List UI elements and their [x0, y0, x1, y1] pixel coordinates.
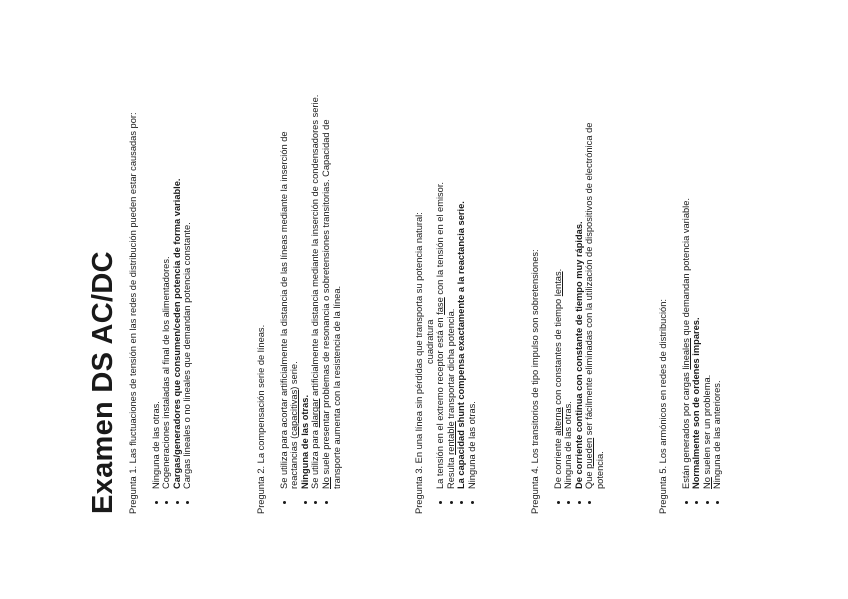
option-text: ) serie.: [289, 361, 300, 390]
option-text: transportar dicha potencia.: [445, 308, 456, 422]
page-title: Examen DS AC/DC: [87, 251, 119, 514]
option-underlined-text: lentas: [552, 271, 563, 297]
option-item-correct: [172, 84, 183, 514]
option-text: Ninguna de las otras.: [150, 401, 161, 489]
option-list: [553, 84, 606, 514]
option-underlined-text: alterna: [552, 407, 563, 436]
question-5: [658, 84, 723, 514]
option-text: Cogeneraciones instaladas al final de los alimentadores.: [161, 256, 172, 489]
option-item: [182, 84, 193, 514]
option-text: Están generados por cargas: [680, 369, 691, 489]
option-text: De corriente continua con constante de tiempo muy rápidas.: [573, 221, 584, 489]
option-text: que demandan potencia variable.: [680, 198, 691, 339]
option-underlined-text: alargar: [310, 398, 321, 428]
option-item: [321, 84, 342, 514]
option-text: ser fácilmente eliminadas con la utilización de dispositivos de electrónica de potencia.: [584, 122, 605, 489]
option-item: [681, 84, 692, 514]
option-item: [446, 84, 457, 514]
option-list: [151, 84, 193, 514]
option-text: Ninguna de las otras.: [563, 401, 574, 489]
option-item-correct: [574, 84, 585, 514]
option-item-correct: [456, 84, 467, 514]
question-2: [256, 84, 342, 514]
option-underlined-text: lineales: [680, 338, 691, 370]
question-prompt: Pregunta 5. Los armónicos en redes de distribución:: [658, 299, 668, 514]
option-underlined-text: fase: [435, 297, 446, 315]
option-text: Cargas lineales o no lineales que demandan potencia constante.: [182, 222, 193, 489]
option-item-correct: [300, 84, 311, 514]
option-item: [310, 84, 321, 514]
option-list: [681, 84, 723, 514]
option-text: De corriente: [552, 435, 563, 489]
option-text: Se utiliza para acortar artificialmente la distancia de las líneas mediante la inserción de reactancias (: [278, 131, 300, 489]
option-text: artificialmente la distancia mediante la inserción de condensadores serie.: [310, 94, 321, 399]
option-underlined-text: No: [701, 477, 712, 489]
option-list: [279, 84, 343, 514]
question-prompt: Pregunta 3. En una línea sin pérdidas que transporta su potencia natural:: [414, 212, 424, 514]
option-underlined-text: rentable: [445, 421, 456, 455]
option-text: Que: [584, 468, 595, 489]
option-item: [467, 84, 478, 514]
option-list: [435, 84, 477, 514]
question-1: [128, 84, 193, 514]
question-prompt: Pregunta 2. La compensación serie de líneas.: [256, 324, 266, 514]
option-item: [712, 84, 723, 514]
option-text: con la tensión en el emisor.: [435, 182, 446, 298]
option-item: [279, 84, 300, 514]
option-underlined-text: pueden: [584, 437, 595, 469]
option-item-correct: [691, 84, 702, 514]
handwritten-note: cuadratura: [424, 319, 435, 364]
option-text: Resulta: [445, 454, 456, 489]
question-prompt: Pregunta 1. Las fluctuaciones de tensión en las redes de distribución pueden estar causadas por:: [128, 112, 138, 514]
option-text: suele presentar problemas de resonancia o sobretensiones transitorias. Capacidad de transporte aumenta con la resistencia de la línea.: [320, 119, 342, 489]
option-text: Ninguna de las otras.: [466, 401, 477, 489]
question-prompt: Pregunta 4. Los transitorios de tipo impulso son sobretensiones:: [530, 249, 540, 514]
option-underlined-text: No: [320, 477, 331, 489]
option-text: Se utiliza para: [310, 427, 321, 489]
option-item: [553, 84, 564, 514]
option-item: [161, 84, 172, 514]
option-item: [584, 84, 605, 514]
option-item: [563, 84, 574, 514]
option-underlined-text: capacitivas: [289, 389, 300, 436]
option-text: suelen ser un problema.: [701, 374, 712, 478]
option-text: Cargas/generadores que consumen/ceden potencia de forma variable.: [171, 178, 182, 489]
option-text: La tensión en el extremo receptor está en: [435, 314, 446, 489]
option-item: [435, 84, 446, 514]
question-4: [530, 84, 606, 514]
option-text: Ninguna de las anteriores.: [712, 380, 723, 489]
option-text: Normalmente son de ordenes impares.: [691, 317, 702, 489]
option-item: [151, 84, 162, 514]
option-text: .: [552, 268, 563, 272]
option-text: con constantes de tiempo: [552, 296, 563, 408]
option-text: Ninguna de las otras.: [299, 394, 310, 489]
option-item: [702, 84, 713, 514]
question-3: [414, 84, 478, 514]
option-text: La capacidad shunt compensa exactamente a la reactancia serie.: [456, 201, 467, 489]
